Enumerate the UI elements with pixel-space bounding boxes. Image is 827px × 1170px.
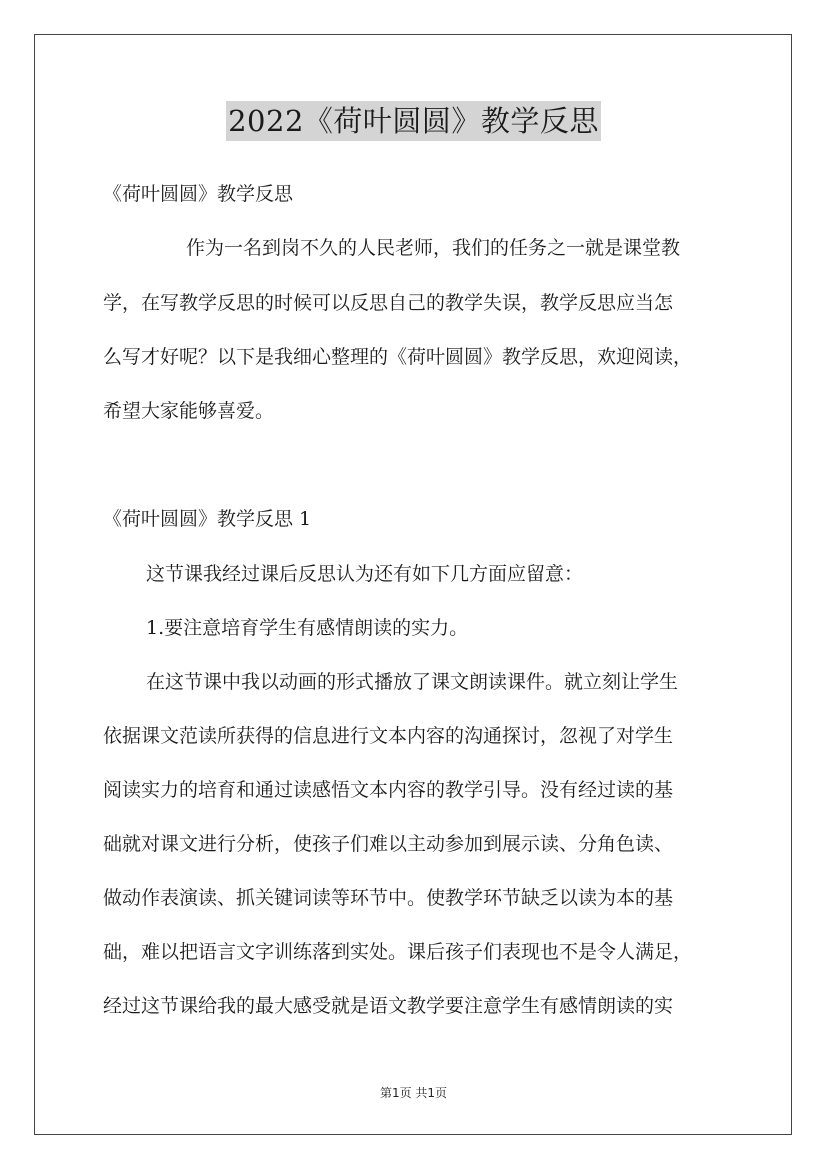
body-line-4: 依据课文范读所获得的信息进行文本内容的沟通探讨，忽视了对学生	[103, 725, 674, 747]
section-heading: 《荷叶圆圆》教学反思 1	[103, 508, 312, 530]
document-title: 2022《荷叶圆圆》教学反思	[226, 101, 601, 141]
intro-line-1: 作为一名到岗不久的人民老师，我们的任务之一就是课堂教	[186, 237, 681, 259]
body-line-1: 这节课我经过课后反思认为还有如下几方面应留意：	[146, 563, 584, 585]
document-title-wrapper	[0, 101, 827, 141]
document-subtitle: 《荷叶圆圆》教学反思	[103, 183, 294, 205]
body-line-7: 做动作表演读、抓关键词读等环节中。使教学环节缺乏以读为本的基	[103, 887, 674, 909]
intro-line-2: 学，在写教学反思的时候可以反思自己的教学失误，教学反思应当怎	[103, 292, 674, 314]
body-line-6: 础就对课文进行分析，使孩子们难以主动参加到展示读、分角色读、	[103, 833, 674, 855]
body-line-5: 阅读实力的培育和通过读感悟文本内容的教学引导。没有经过读的基	[103, 779, 674, 801]
body-line-3: 在这节课中我以动画的形式播放了课文朗读课件。就立刻让学生	[146, 671, 679, 693]
page-footer: 第1页 共1页	[379, 1086, 448, 1100]
intro-line-3: 么写才好呢？以下是我细心整理的《荷叶圆圆》教学反思，欢迎阅读，	[103, 346, 693, 368]
body-line-2: 1.要注意培育学生有感情朗读的实力。	[146, 617, 469, 639]
body-line-9: 经过这节课给我的最大感受就是语文教学要注意学生有感情朗读的实	[103, 995, 674, 1017]
body-line-8: 础，难以把语言文字训练落到实处。课后孩子们表现也不是令人满足，	[103, 941, 693, 963]
intro-line-4: 希望大家能够喜爱。	[103, 400, 275, 422]
